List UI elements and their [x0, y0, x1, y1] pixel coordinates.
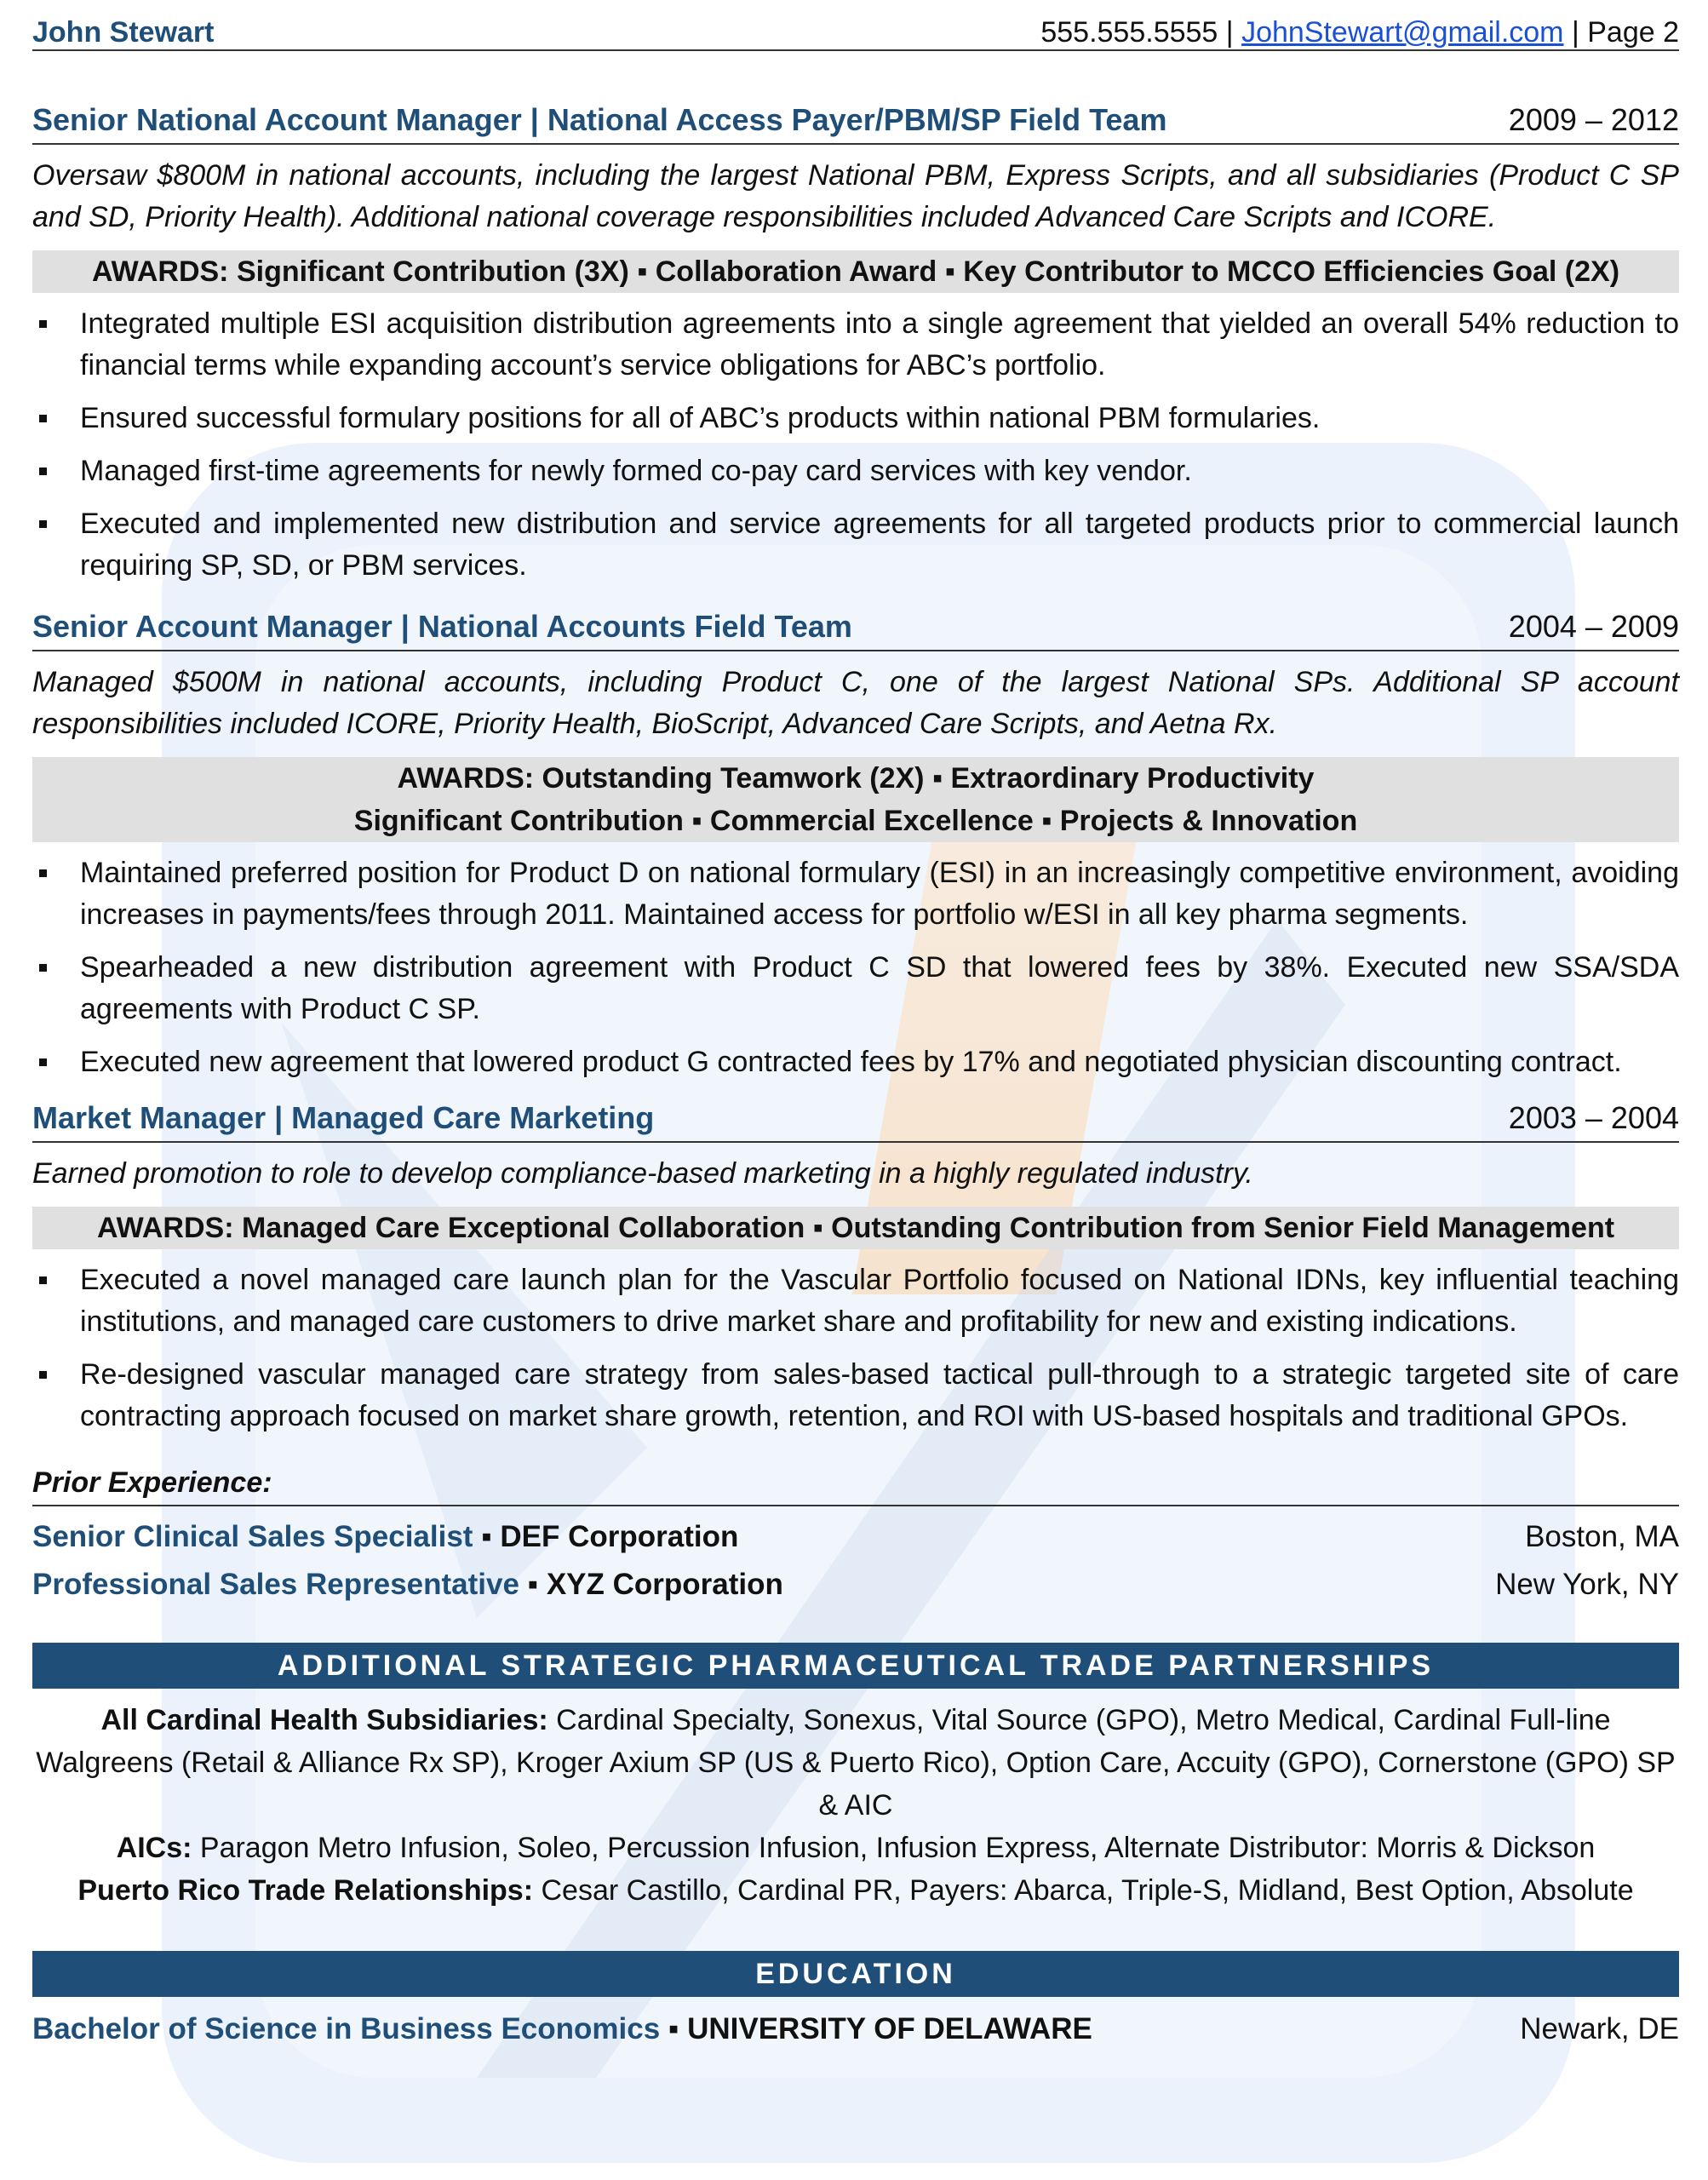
- location: Boston, MA: [1525, 1520, 1679, 1553]
- role-title: Professional Sales Representative: [32, 1568, 519, 1601]
- location: Newark, DE: [1520, 2012, 1679, 2045]
- partner-line: [32, 1827, 1679, 1869]
- job-dates: 2004 – 2009: [1508, 609, 1679, 644]
- section-heading: Prior Experience:: [32, 1466, 1679, 1506]
- contact-info: [1040, 16, 1679, 49]
- role-title: Senior Clinical Sales Specialist: [32, 1520, 473, 1553]
- list-item: Executed and implemented new distribution and service agreements for all targeted products prior to commercial launch requiring SP, SD, or PBM services.: [32, 503, 1679, 587]
- list-item: Executed new agreement that lowered product G contracted fees by 17% and negotiated physician discounting contract.: [32, 1041, 1679, 1083]
- job-header: [32, 1100, 1679, 1143]
- phone-number: 555.555.5555 |: [1040, 16, 1234, 49]
- awards-line: AWARDS: Managed Care Exceptional Collaboration ▪ Outstanding Contribution from Senior Field Management: [96, 1212, 1615, 1244]
- degree: Bachelor of Science in Business Economics: [32, 2012, 661, 2045]
- list-item: Maintained preferred position for Product D on national formulary (ESI) in an increasingly competitive environment, avoiding increases in payments/fees through 2011. Maintained access for portfolio w/ESI in all key pharma segments.: [32, 852, 1679, 936]
- awards-line: AWARDS: Outstanding Teamwork (2X) ▪ Extraordinary Productivity: [397, 762, 1315, 795]
- partner-text: Paragon Metro Infusion, Soleo, Percussion Infusion, Infusion Express, Alternate Distributor: Morris & Dickson: [192, 1832, 1596, 1864]
- resume-page: [32, 0, 1679, 2046]
- achievement-list: [32, 303, 1679, 587]
- job-title: Senior National Account Manager | National Access Payer/PBM/SP Field Team: [32, 102, 1167, 137]
- company-name: XYZ Corporation: [546, 1568, 783, 1601]
- education-row: [32, 2012, 1679, 2046]
- job-title: Senior Account Manager | National Accounts Field Team: [32, 609, 852, 644]
- job-header: [32, 102, 1679, 145]
- list-item: Re-designed vascular managed care strategy from sales-based tactical pull-through to a strategic targeted site of care contracting approach focused on market share growth, retention, and ROI with US-based hospitals and traditional GPOs.: [32, 1354, 1679, 1437]
- job-summary: Managed $500M in national accounts, including Product C, one of the largest National SPs. Additional SP account responsibilities included ICORE, Priority Health, BioScript, Advanced Care Scripts, and Aetna Rx.: [32, 666, 1679, 740]
- list-item: Executed a novel managed care launch plan for the Vascular Portfolio focused on National IDNs, key influential teaching institutions, and managed care customers to drive market share and profitability for new and existing indications.: [32, 1259, 1679, 1343]
- education-section: [32, 1951, 1679, 2046]
- section-heading: ADDITIONAL STRATEGIC PHARMACEUTICAL TRADE PARTNERSHIPS: [32, 1643, 1679, 1689]
- partner-line: [32, 1699, 1679, 1741]
- job-dates: 2009 – 2012: [1508, 102, 1679, 137]
- prior-role-row: [32, 1561, 1679, 1609]
- partner-label: AICs:: [116, 1832, 192, 1864]
- job-summary: Oversaw $800M in national accounts, including the largest National PBM, Express Scripts, and all subsidiaries (Product C SP and SD, Priority Health). Additional national coverage responsibilities included Advanced Care Scripts and ICORE.: [32, 159, 1679, 233]
- location: New York, NY: [1495, 1568, 1679, 1601]
- awards-line: Significant Contribution ▪ Commercial Excellence ▪ Projects & Innovation: [353, 805, 1358, 837]
- prior-role-row: [32, 1513, 1679, 1561]
- partner-line: Walgreens (Retail & Alliance Rx SP), Kroger Axium SP (US & Puerto Rico), Option Care, Accuity (GPO), Cornerstone (GPO) SP & AIC: [36, 1747, 1676, 1821]
- list-item: Integrated multiple ESI acquisition distribution agreements into a single agreement that yielded an overall 54% reduction to financial terms while expanding account’s service obligations for ABC’s portfolio.: [32, 303, 1679, 387]
- job-title: Market Manager | Managed Care Marketing: [32, 1100, 655, 1135]
- candidate-name: John Stewart: [32, 16, 215, 49]
- job-header: [32, 609, 1679, 651]
- page-header: [32, 0, 1679, 51]
- email-link[interactable]: JohnStewart@gmail.com: [1241, 16, 1564, 49]
- job-dates: 2003 – 2004: [1508, 1100, 1679, 1135]
- job-summary: Earned promotion to role to develop compliance-based marketing in a highly regulated industry.: [32, 1157, 1253, 1190]
- university: UNIVERSITY OF DELAWARE: [687, 2012, 1092, 2045]
- separator: ▪: [481, 1520, 492, 1553]
- partnerships-list: [32, 1699, 1679, 1912]
- job-entry: [32, 102, 1679, 587]
- list-item: Managed first-time agreements for newly formed co-pay card services with key vendor.: [32, 450, 1679, 492]
- awards-banner: [32, 1207, 1679, 1249]
- list-item: Spearheaded a new distribution agreement with Product C SD that lowered fees by 38%. Executed new SSA/SDA agreements with Product C SP.: [32, 947, 1679, 1030]
- achievement-list: [32, 852, 1679, 1083]
- partnerships-section: [32, 1643, 1679, 1912]
- separator: ▪: [668, 2012, 679, 2045]
- partner-label: All Cardinal Health Subsidiaries:: [100, 1704, 548, 1736]
- section-heading: EDUCATION: [32, 1951, 1679, 1997]
- page-number: | Page 2: [1571, 16, 1679, 49]
- separator: ▪: [527, 1568, 539, 1601]
- awards-banner: [32, 250, 1679, 293]
- partner-text: Cesar Castillo, Cardinal PR, Payers: Abarca, Triple-S, Midland, Best Option, Absolute: [533, 1874, 1634, 1907]
- partner-text: Cardinal Specialty, Sonexus, Vital Source (GPO), Metro Medical, Cardinal Full-line: [547, 1704, 1611, 1736]
- prior-experience-section: [32, 1466, 1679, 1609]
- awards-line: AWARDS: Significant Contribution (3X) ▪ Collaboration Award ▪ Key Contributor to MCCO Efficiencies Goal (2X): [91, 255, 1620, 288]
- job-entry: [32, 609, 1679, 1083]
- awards-banner: [32, 757, 1679, 842]
- partner-line: [32, 1869, 1679, 1912]
- job-entry: [32, 1100, 1679, 1437]
- list-item: Ensured successful formulary positions for all of ABC’s products within national PBM formularies.: [32, 398, 1679, 439]
- achievement-list: [32, 1259, 1679, 1437]
- partner-label: Puerto Rico Trade Relationships:: [77, 1874, 534, 1907]
- company-name: DEF Corporation: [500, 1520, 739, 1553]
